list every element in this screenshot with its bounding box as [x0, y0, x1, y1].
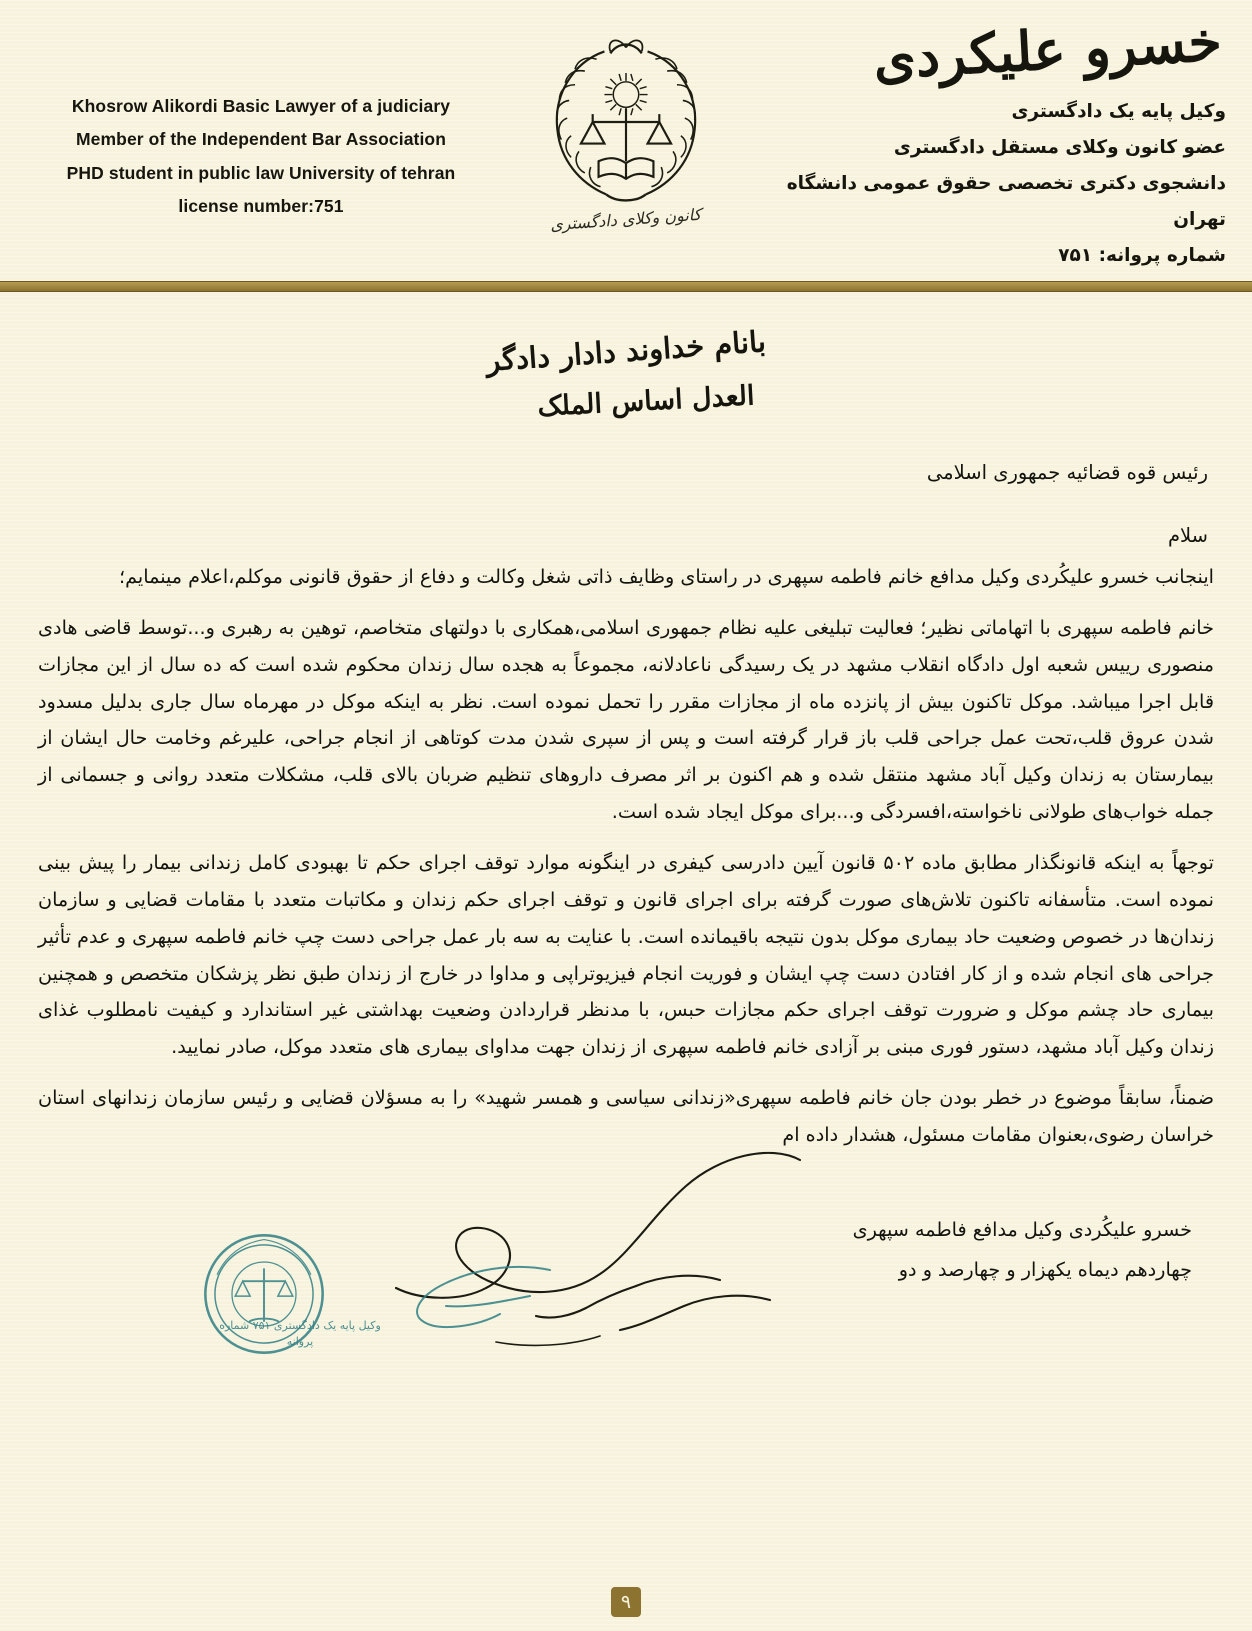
letterhead-persian-line-1: وکیل پایه یک دادگستری: [1011, 100, 1226, 122]
signature-date-line: چهاردهم دیماه یکهزار و چهارصد و دو: [898, 1258, 1192, 1282]
letter-paragraph: اینجانب خسرو علیکُردی وکیل مدافع خانم فاطمه سپهری در راستای وظایف ذاتی شغل وکالت و دفاع از حقوق قانونی موکلم،اعلام مینمایم؛: [119, 565, 1214, 588]
letterhead-english-line-3: PHD student in public law University of tehran: [66, 162, 456, 183]
page-number-badge: ۹: [611, 1587, 641, 1617]
basmala-line-1: بانام خداوند دادار دادگر: [485, 324, 767, 378]
letter-paragraph: خانم فاطمه سپهری با اتهاماتی نظیر؛ فعالیت تبلیغی علیه نظام جمهوری اسلامی،همکاری با دولتهای متخاصم، توهین به رهبری و...توسط قاضی هادی منصوری رییس شعبه اول دادگاه انقلاب مشهد در یک رسیدگی ناعادلانه، مجموعاً به هجده سال زندان محکوم شده است که ده سال از این مجازات قابل اجرا میباشد. موکل تاکنون بیش از پانزده ماه از مجازات مقرر را تحمل نموده است. نظر به اینکه موکل در مهرماه سال جاری بدلیل مسدود شدن عروق قلب،تحت عمل جراحی قلب باز قرار گرفته است و پس از سپری شدن مدت کوتاهی از انجام جراحی، علیرغم وخامت حال ایشان از بیمارستان به زندان وکیل آباد مشهد منتقل شده و هم اکنون بر اثر مصرف داروهای تنظیم ضربان بالای قلب، مشکلات متعدد روانی و جسمانی از جمله خواب‌های طولانی ناخواسته،افسردگی و...برای موکل ایجاد شده است.: [38, 615, 1214, 824]
emblem-caption: کانون وکلای دادگستری: [549, 204, 703, 235]
letterhead-emblem-block: [501, 18, 751, 235]
letterhead-english-block: [26, 18, 496, 223]
signature-name-line: خسرو علیکُردی وکیل مدافع فاطمه سپهری: [852, 1217, 1192, 1241]
letterhead: [0, 0, 1252, 281]
letterhead-english-line-1: Khosrow Alikordi Basic Lawyer of a judiciary: [71, 96, 451, 116]
letterhead-license-number-persian: شماره پروانه: ۷۵۱: [1058, 244, 1226, 266]
page-footer: [0, 1587, 1252, 1617]
letter-paragraph: توجهاً به اینکه قانونگذار مطابق ماده ۵۰۲ قانون آیین دادرسی کیفری در اینگونه موارد توقف اجرای حکم تا بهبودی کامل زندانی بیمار را پیش بینی نموده است. متأسفانه تاکنون تلاش‌های صورت گرفته برای اجرای قانون و توقف اجرای حکم زندان و مکاتبات متعدد با مقامات قضایی و سازمان زندان‌ها در خصوص وضعیت حاد بیماری موکل بدون نتیجه باقیمانده است. با عنایت به سه بار عمل جراحی دست چپ خانم فاطمه سپهری و عدم تأثیر جراحی های انجام شده و از کار افتادن دست چپ ایشان و فوریت انجام فیزیوتراپی و مداوا در خارج از زندان طبق نظر پزشکان متخصص و همچنین بیماری حاد چشم موکل و ضرورت توقف اجرای حکم مجازات حبس، با مدنظر قراردادن وضعیت بهداشتی غیر استاندارد و کیفیت نامطلوب غذای زندان وکیل آباد مشهد، دستور فوری مبنی بر آزادی خانم فاطمه سپهری از زندان جهت مداوای بیماری های متعدد موکل، صادر نمایید.: [38, 851, 1214, 1059]
seal-caption: وکیل پایه یک دادگستری ۷۵۱ شماره پروانه: [219, 1318, 381, 1349]
basmala-line-2: العدل اساس الملک: [536, 380, 756, 423]
letter-paragraph: ضمناً، سابقاً موضوع در خطر بودن جان خانم فاطمه سپهری«زندانی سیاسی و همسر شهید» را به مسؤلان قضایی و رئیس سازمان زندانهای استان خراسان رضوی،بعنوان مقامات مسئول، هشدار داده ام: [38, 1086, 1214, 1147]
basmala-block: [346, 324, 906, 423]
letterhead-persian-line-2: عضو کانون وکلای مستقل دادگستری: [893, 136, 1226, 158]
header-divider-rule: [0, 281, 1252, 292]
bar-association-emblem-icon: [528, 24, 724, 220]
letterhead-persian-block: [756, 8, 1226, 274]
lawyer-name-calligraphy: خسرو علیکردی: [871, 8, 1224, 92]
salutation: سلام: [1167, 524, 1208, 547]
letterhead-english-line-2: Member of the Independent Bar Association: [75, 129, 447, 150]
signature-block: [0, 1168, 1252, 1398]
letterhead-license-number: license number:751: [178, 195, 344, 216]
letterhead-persian-line-3: دانشجوی دکتری تخصصی حقوق عمومی دانشگاه تهران: [786, 172, 1226, 230]
letter-body: [0, 292, 1252, 1154]
addressee: رئیس قوه قضائیه جمهوری اسلامی: [926, 461, 1208, 484]
